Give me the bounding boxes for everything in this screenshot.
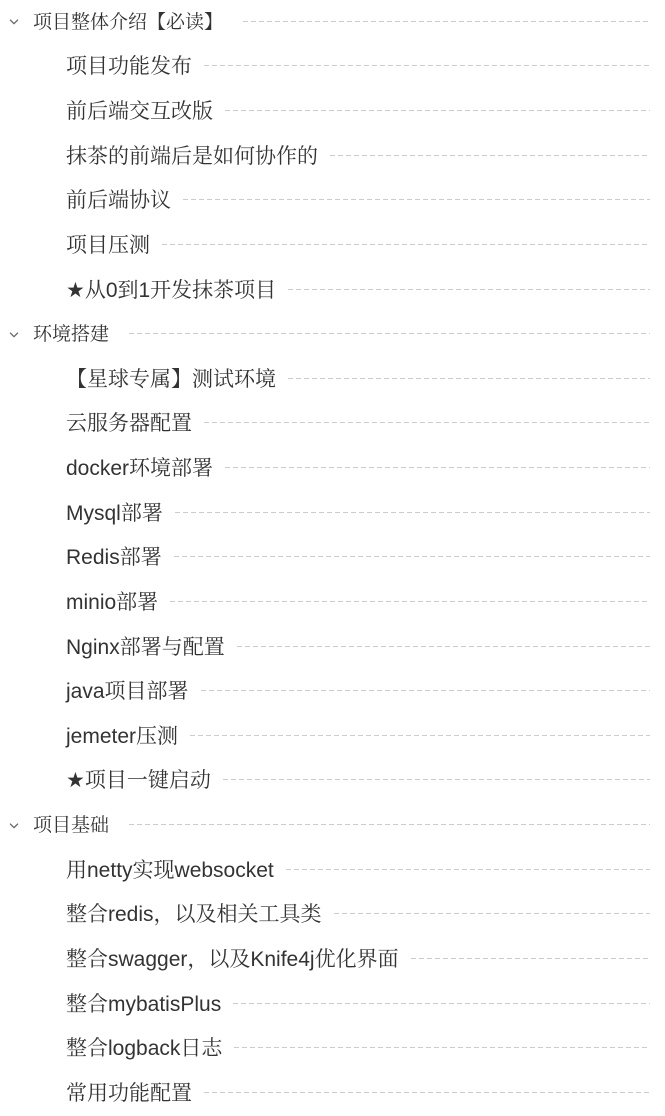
dotted-leader — [286, 869, 650, 870]
dotted-leader — [334, 913, 650, 914]
section-label: 环境搭建 — [33, 324, 110, 346]
tree-item-label: ★从0到1开发抹茶项目 — [66, 278, 277, 302]
tree-item-row[interactable] — [0, 45, 665, 90]
dotted-leader — [225, 110, 650, 111]
section-label: 项目基础 — [33, 815, 110, 837]
tree-item-label: 整合swagger，以及Knife4j优化界面 — [66, 947, 399, 971]
dotted-leader — [233, 1003, 650, 1004]
dotted-leader — [129, 824, 650, 825]
tree-item-row[interactable] — [0, 536, 665, 581]
dotted-leader — [183, 199, 650, 200]
tree-item-label: 【星球专属】测试环境 — [66, 367, 276, 391]
tree-item-label: 项目功能发布 — [66, 55, 192, 79]
tree-item-label: Redis部署 — [66, 546, 162, 570]
tree-item-row[interactable] — [0, 669, 665, 714]
tree-item-label: 整合logback日志 — [66, 1037, 223, 1061]
tree-item-row[interactable] — [0, 402, 665, 447]
tree-item-label: ★项目一键启动 — [66, 769, 211, 793]
tree-item-label: 抹茶的前端后是如何协作的 — [66, 144, 318, 168]
dotted-leader — [190, 735, 650, 736]
tree-item-row[interactable] — [0, 357, 665, 402]
tree-item-row[interactable] — [0, 89, 665, 134]
tree-item-label: Mysql部署 — [66, 501, 163, 525]
tree-item-row[interactable] — [0, 982, 665, 1027]
tree-item-row[interactable] — [0, 625, 665, 670]
tree-section-row[interactable] — [0, 0, 665, 45]
tree-item-row[interactable] — [0, 759, 665, 804]
tree-item-row[interactable] — [0, 223, 665, 268]
tree-item-row[interactable] — [0, 893, 665, 938]
tree-item-label: java项目部署 — [66, 680, 189, 704]
tree-item-row[interactable] — [0, 1071, 665, 1116]
tree-item-label: minio部署 — [66, 590, 159, 614]
tree-item-label: 云服务器配置 — [66, 412, 192, 436]
dotted-leader — [204, 1092, 650, 1093]
dotted-leader — [411, 958, 650, 959]
dotted-leader — [237, 646, 650, 647]
tree-item-row[interactable] — [0, 848, 665, 893]
tree-section-row[interactable] — [0, 312, 665, 357]
dotted-leader — [243, 21, 650, 22]
tree-item-label: 项目压测 — [66, 233, 150, 257]
tree-item-label: 前后端协议 — [66, 189, 171, 213]
tree-item-label: 用netty实现websocket — [66, 858, 274, 882]
dotted-leader — [201, 690, 650, 691]
tree-item-label: 整合mybatisPlus — [66, 992, 222, 1016]
dotted-leader — [288, 289, 650, 290]
dotted-leader — [223, 779, 650, 780]
dotted-leader — [170, 601, 650, 602]
tree-item-label: Nginx部署与配置 — [66, 635, 225, 659]
chevron-down-icon[interactable] — [8, 329, 20, 341]
dotted-leader — [330, 155, 650, 156]
dotted-leader — [129, 333, 650, 334]
dotted-leader — [225, 467, 650, 468]
dotted-leader — [174, 556, 650, 557]
tree-item-row[interactable] — [0, 491, 665, 536]
dotted-leader — [204, 422, 650, 423]
section-label: 项目整体介绍【必读】 — [33, 11, 224, 33]
tree-item-row[interactable] — [0, 1026, 665, 1071]
tree-item-row[interactable] — [0, 937, 665, 982]
chevron-down-icon[interactable] — [8, 16, 20, 28]
tree-item-label: 前后端交互改版 — [66, 100, 213, 124]
tree-item-row[interactable] — [0, 446, 665, 491]
dotted-leader — [234, 1047, 650, 1048]
tree-item-row[interactable] — [0, 714, 665, 759]
tree-item-label: 常用功能配置 — [66, 1081, 192, 1105]
dotted-leader — [162, 244, 650, 245]
tree-item-label: docker环境部署 — [66, 457, 214, 481]
tree-item-row[interactable] — [0, 179, 665, 224]
tree-item-row[interactable] — [0, 134, 665, 179]
tree-section-row[interactable] — [0, 803, 665, 848]
tree-item-label: 整合redis，以及相关工具类 — [66, 903, 322, 927]
dotted-leader — [204, 65, 650, 66]
chevron-down-icon[interactable] — [8, 820, 20, 832]
dotted-leader — [288, 378, 650, 379]
tree-item-row[interactable] — [0, 580, 665, 625]
tree-item-label: jemeter压测 — [66, 724, 179, 748]
tree-item-row[interactable] — [0, 268, 665, 313]
dotted-leader — [175, 512, 650, 513]
